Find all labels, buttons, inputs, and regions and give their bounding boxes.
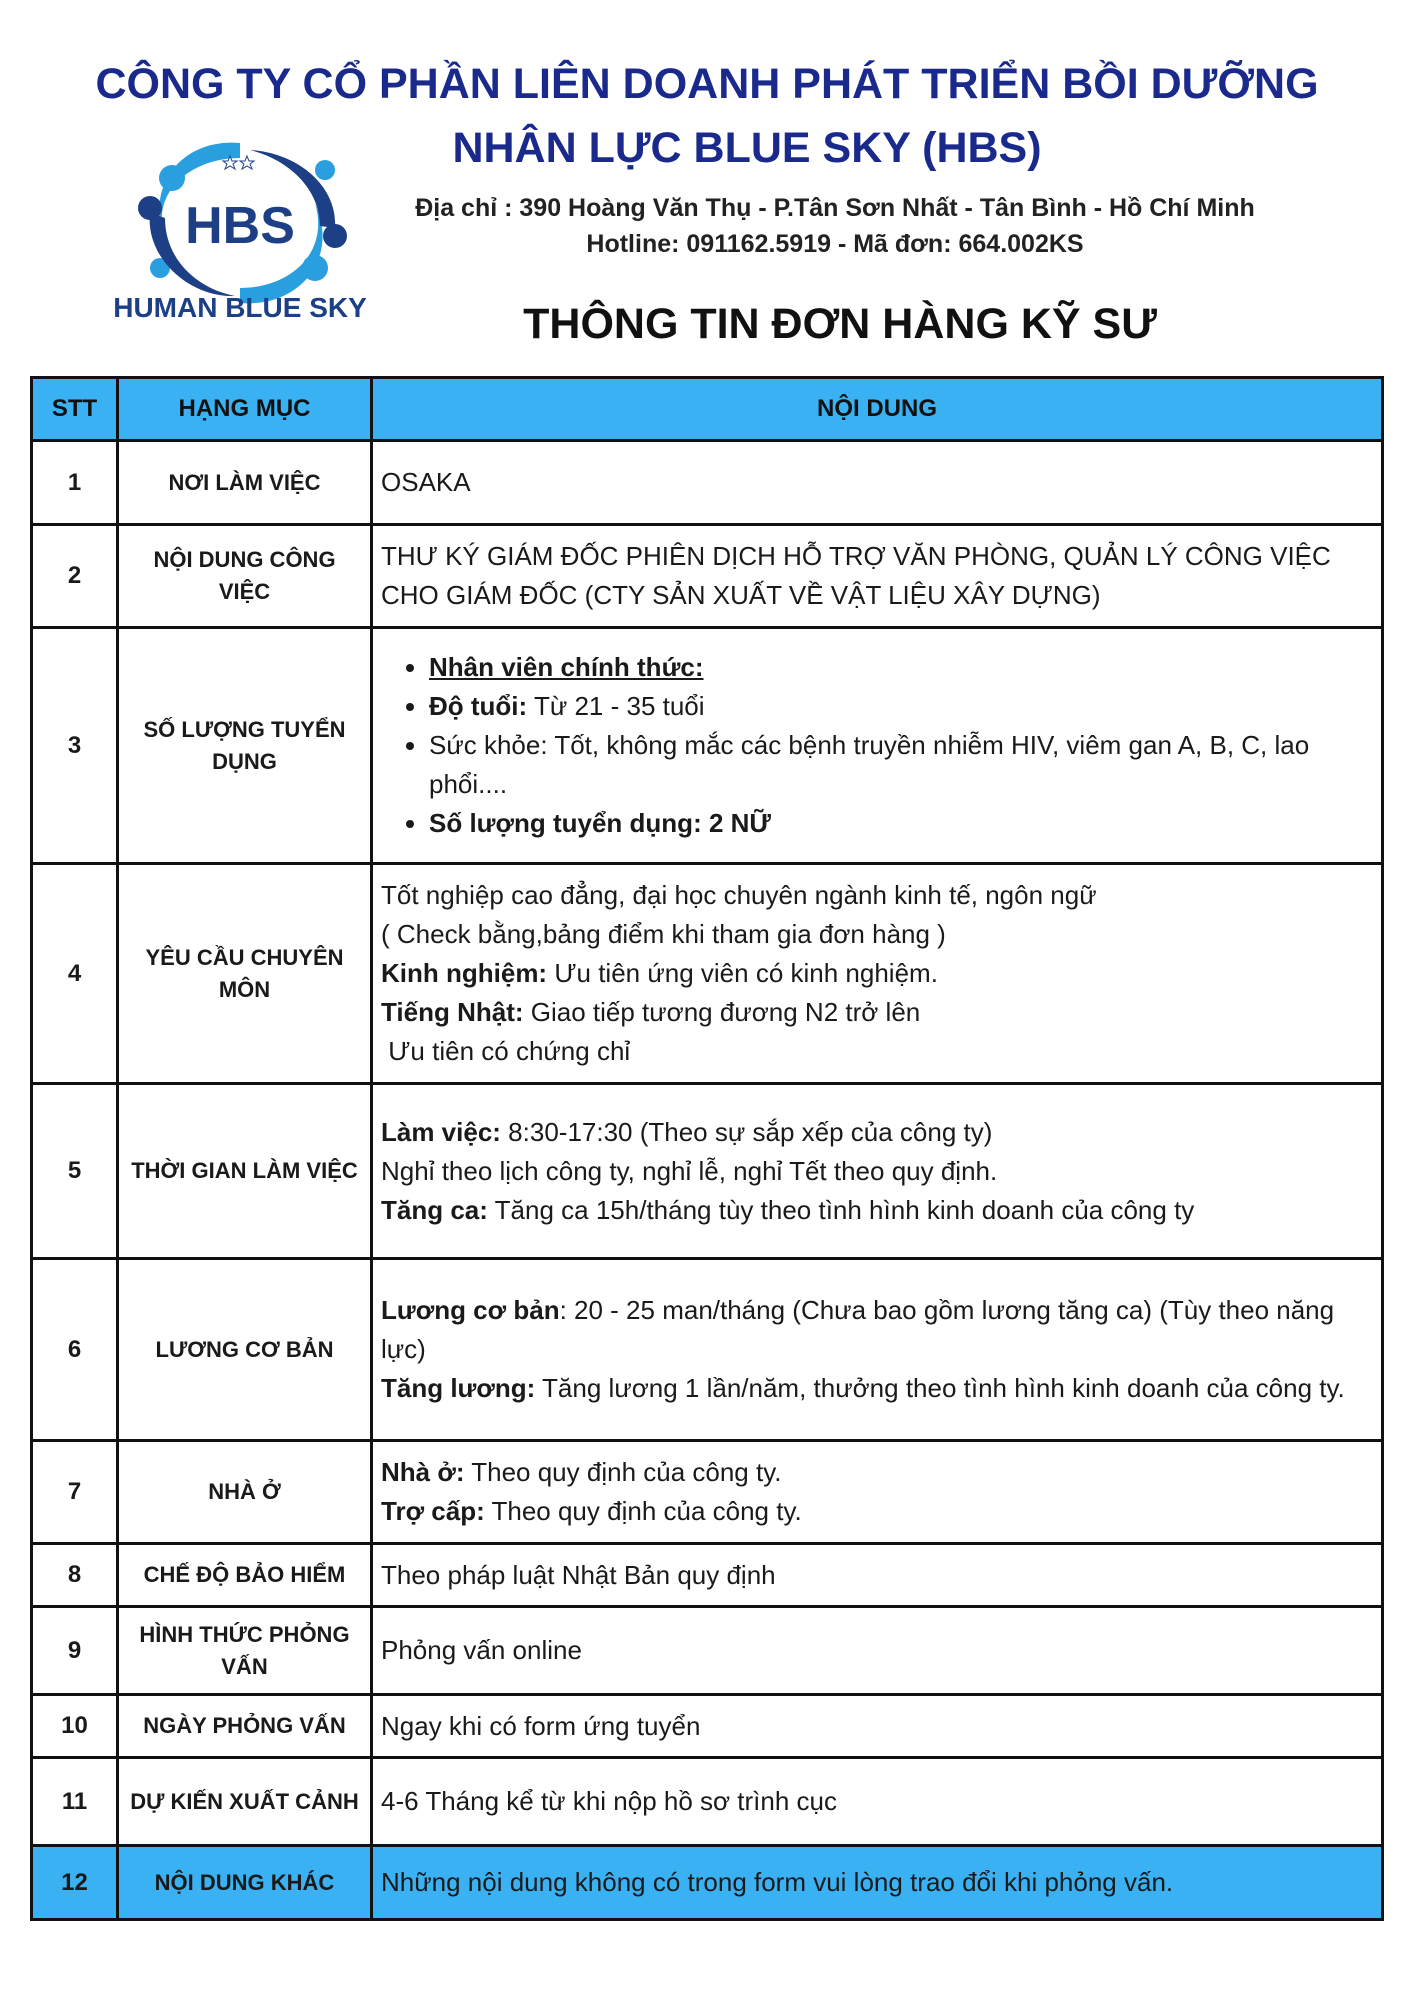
base-salary-value: : 20 - 25 man/tháng (Chưa bao gồm lương tăng ca) (Tùy theo năng lực) — [381, 1295, 1335, 1364]
age-value: Từ 21 - 35 tuổi — [527, 691, 705, 721]
row-number: 10 — [32, 1695, 118, 1758]
table-row — [32, 1441, 1383, 1544]
headcount: Số lượng tuyển dụng: 2 NỮ — [429, 808, 771, 838]
row-content: THƯ KÝ GIÁM ĐỐC PHIÊN DỊCH HỖ TRỢ VĂN PHÒNG, QUẢN LÝ CÔNG VIỆC CHO GIÁM ĐỐC (CTY SẢN XUẤT VỀ VẬT LIỆU XÂY DỰNG) — [372, 525, 1383, 628]
table-row — [32, 1607, 1383, 1695]
contact-info — [360, 190, 1310, 262]
company-name-line2: NHÂN LỰC BLUE SKY (HBS) — [452, 124, 1042, 172]
japanese-value: Giao tiếp tương đương N2 trở lên — [523, 997, 921, 1027]
row-content: 4-6 Tháng kể từ khi nộp hồ sơ trình cục — [372, 1758, 1383, 1846]
order-info-table — [30, 376, 1384, 1921]
list-item — [429, 648, 1373, 687]
header-category: HẠNG MỤC — [118, 378, 372, 441]
list-item — [429, 804, 1373, 843]
list-item — [429, 687, 1373, 726]
logo-wordmark: HUMAN BLUE SKY — [113, 292, 367, 323]
overtime-value: Tăng ca 15h/tháng tùy theo tình hình kinh doanh của công ty — [487, 1194, 1195, 1225]
education-text: Tốt nghiệp cao đẳng, đại học chuyên ngành kinh tế, ngôn ngữ — [381, 880, 1097, 910]
row-category: YÊU CẦU CHUYÊN MÔN — [118, 864, 372, 1084]
row-number: 12 — [32, 1846, 118, 1920]
table-row — [32, 1695, 1383, 1758]
table-row — [32, 628, 1383, 864]
allowance-label: Trợ cấp: — [381, 1496, 485, 1526]
table-row-highlighted — [32, 1846, 1383, 1920]
row-number: 6 — [32, 1259, 118, 1441]
row-number: 2 — [32, 525, 118, 628]
row-category: NGÀY PHỎNG VẤN — [118, 1695, 372, 1758]
header-content: NỘI DUNG — [372, 378, 1383, 441]
work-hours-label: Làm việc: — [381, 1116, 501, 1147]
employment-type: Nhân viên chính thức: — [429, 652, 704, 682]
table-row — [32, 864, 1383, 1084]
row-content — [372, 864, 1383, 1084]
row-category: LƯƠNG CƠ BẢN — [118, 1259, 372, 1441]
allowance-value: Theo quy định của công ty. — [484, 1496, 802, 1526]
holiday-text: Nghỉ theo lịch công ty, nghỉ lễ, nghỉ Tết theo quy định. — [381, 1155, 998, 1186]
row-number: 5 — [32, 1084, 118, 1259]
row-number: 4 — [32, 864, 118, 1084]
row-category: CHẾ ĐỘ BẢO HIỂM — [118, 1544, 372, 1607]
row-content: Những nội dung không có trong form vui lòng trao đổi khi phỏng vấn. — [372, 1846, 1383, 1920]
table-header-row — [32, 378, 1383, 441]
experience-value: Ưu tiên ứng viên có kinh nghiệm. — [547, 958, 938, 988]
table-row — [32, 525, 1383, 628]
hotline-text: Hotline: 091162.5919 - Mã đơn: 664.002KS — [586, 230, 1084, 258]
table-row — [32, 1084, 1383, 1259]
row-category: HÌNH THỨC PHỎNG VẤN — [118, 1607, 372, 1695]
list-item — [429, 726, 1373, 804]
overtime-label: Tăng ca: — [381, 1194, 488, 1225]
row-category: NỘI DUNG CÔNG VIỆC — [118, 525, 372, 628]
row-content — [372, 628, 1383, 864]
header-stt: STT — [32, 378, 118, 441]
education-note: ( Check bằng,bảng điểm khi tham gia đơn hàng ) — [381, 919, 946, 949]
logo-mark-text: HBS — [185, 197, 295, 255]
base-salary-label: Lương cơ bản — [381, 1295, 560, 1325]
table-row — [32, 1544, 1383, 1607]
row-number: 8 — [32, 1544, 118, 1607]
row-category: SỐ LƯỢNG TUYỂN DỤNG — [118, 628, 372, 864]
row-content: Theo pháp luật Nhật Bản quy định — [372, 1544, 1383, 1607]
row-number: 9 — [32, 1607, 118, 1695]
table-row — [32, 441, 1383, 525]
row-category: NHÀ Ở — [118, 1441, 372, 1544]
row-content — [372, 1441, 1383, 1544]
row-category: NỘI DUNG KHÁC — [118, 1846, 372, 1920]
document-header — [0, 0, 1414, 370]
certificate-note: Ưu tiên có chứng chỉ — [381, 1036, 631, 1066]
row-number: 7 — [32, 1441, 118, 1544]
work-hours-value: 8:30-17:30 (Theo sự sắp xếp của công ty) — [500, 1116, 993, 1147]
row-number: 3 — [32, 628, 118, 864]
row-content — [372, 1084, 1383, 1259]
address-text: Địa chỉ : 390 Hoàng Văn Thụ - P.Tân Sơn Nhất - Tân Bình - Hồ Chí Minh — [415, 194, 1255, 222]
japanese-label: Tiếng Nhật: — [381, 997, 524, 1027]
row-content — [372, 1259, 1383, 1441]
age-label: Độ tuổi: — [429, 691, 528, 721]
table-row — [32, 1758, 1383, 1846]
row-number: 11 — [32, 1758, 118, 1846]
experience-label: Kinh nghiệm: — [381, 958, 548, 988]
table-row — [32, 1259, 1383, 1441]
row-content: OSAKA — [372, 441, 1383, 525]
recruitment-list — [381, 648, 1373, 843]
row-number: 1 — [32, 441, 118, 525]
health-requirement: Sức khỏe: Tốt, không mắc các bệnh truyền nhiễm HIV, viêm gan A, B, C, lao phổi.... — [429, 730, 1310, 799]
raise-label: Tăng lương: — [381, 1373, 536, 1403]
raise-value: Tăng lương 1 lần/năm, thưởng theo tình hình kinh doanh của công ty. — [535, 1373, 1345, 1403]
row-category: DỰ KIẾN XUẤT CẢNH — [118, 1758, 372, 1846]
row-category: THỜI GIAN LÀM VIỆC — [118, 1084, 372, 1259]
housing-value: Theo quy định của công ty. — [464, 1457, 782, 1487]
company-name-line1: CÔNG TY CỔ PHẦN LIÊN DOANH PHÁT TRIỂN BỒI DƯỠNG — [95, 60, 1319, 108]
row-category: NƠI LÀM VIỆC — [118, 441, 372, 525]
document-title: THÔNG TIN ĐƠN HÀNG KỸ SƯ — [523, 300, 1157, 348]
row-content: Ngay khi có form ứng tuyển — [372, 1695, 1383, 1758]
housing-label: Nhà ở: — [381, 1457, 465, 1487]
row-content: Phỏng vấn online — [372, 1607, 1383, 1695]
